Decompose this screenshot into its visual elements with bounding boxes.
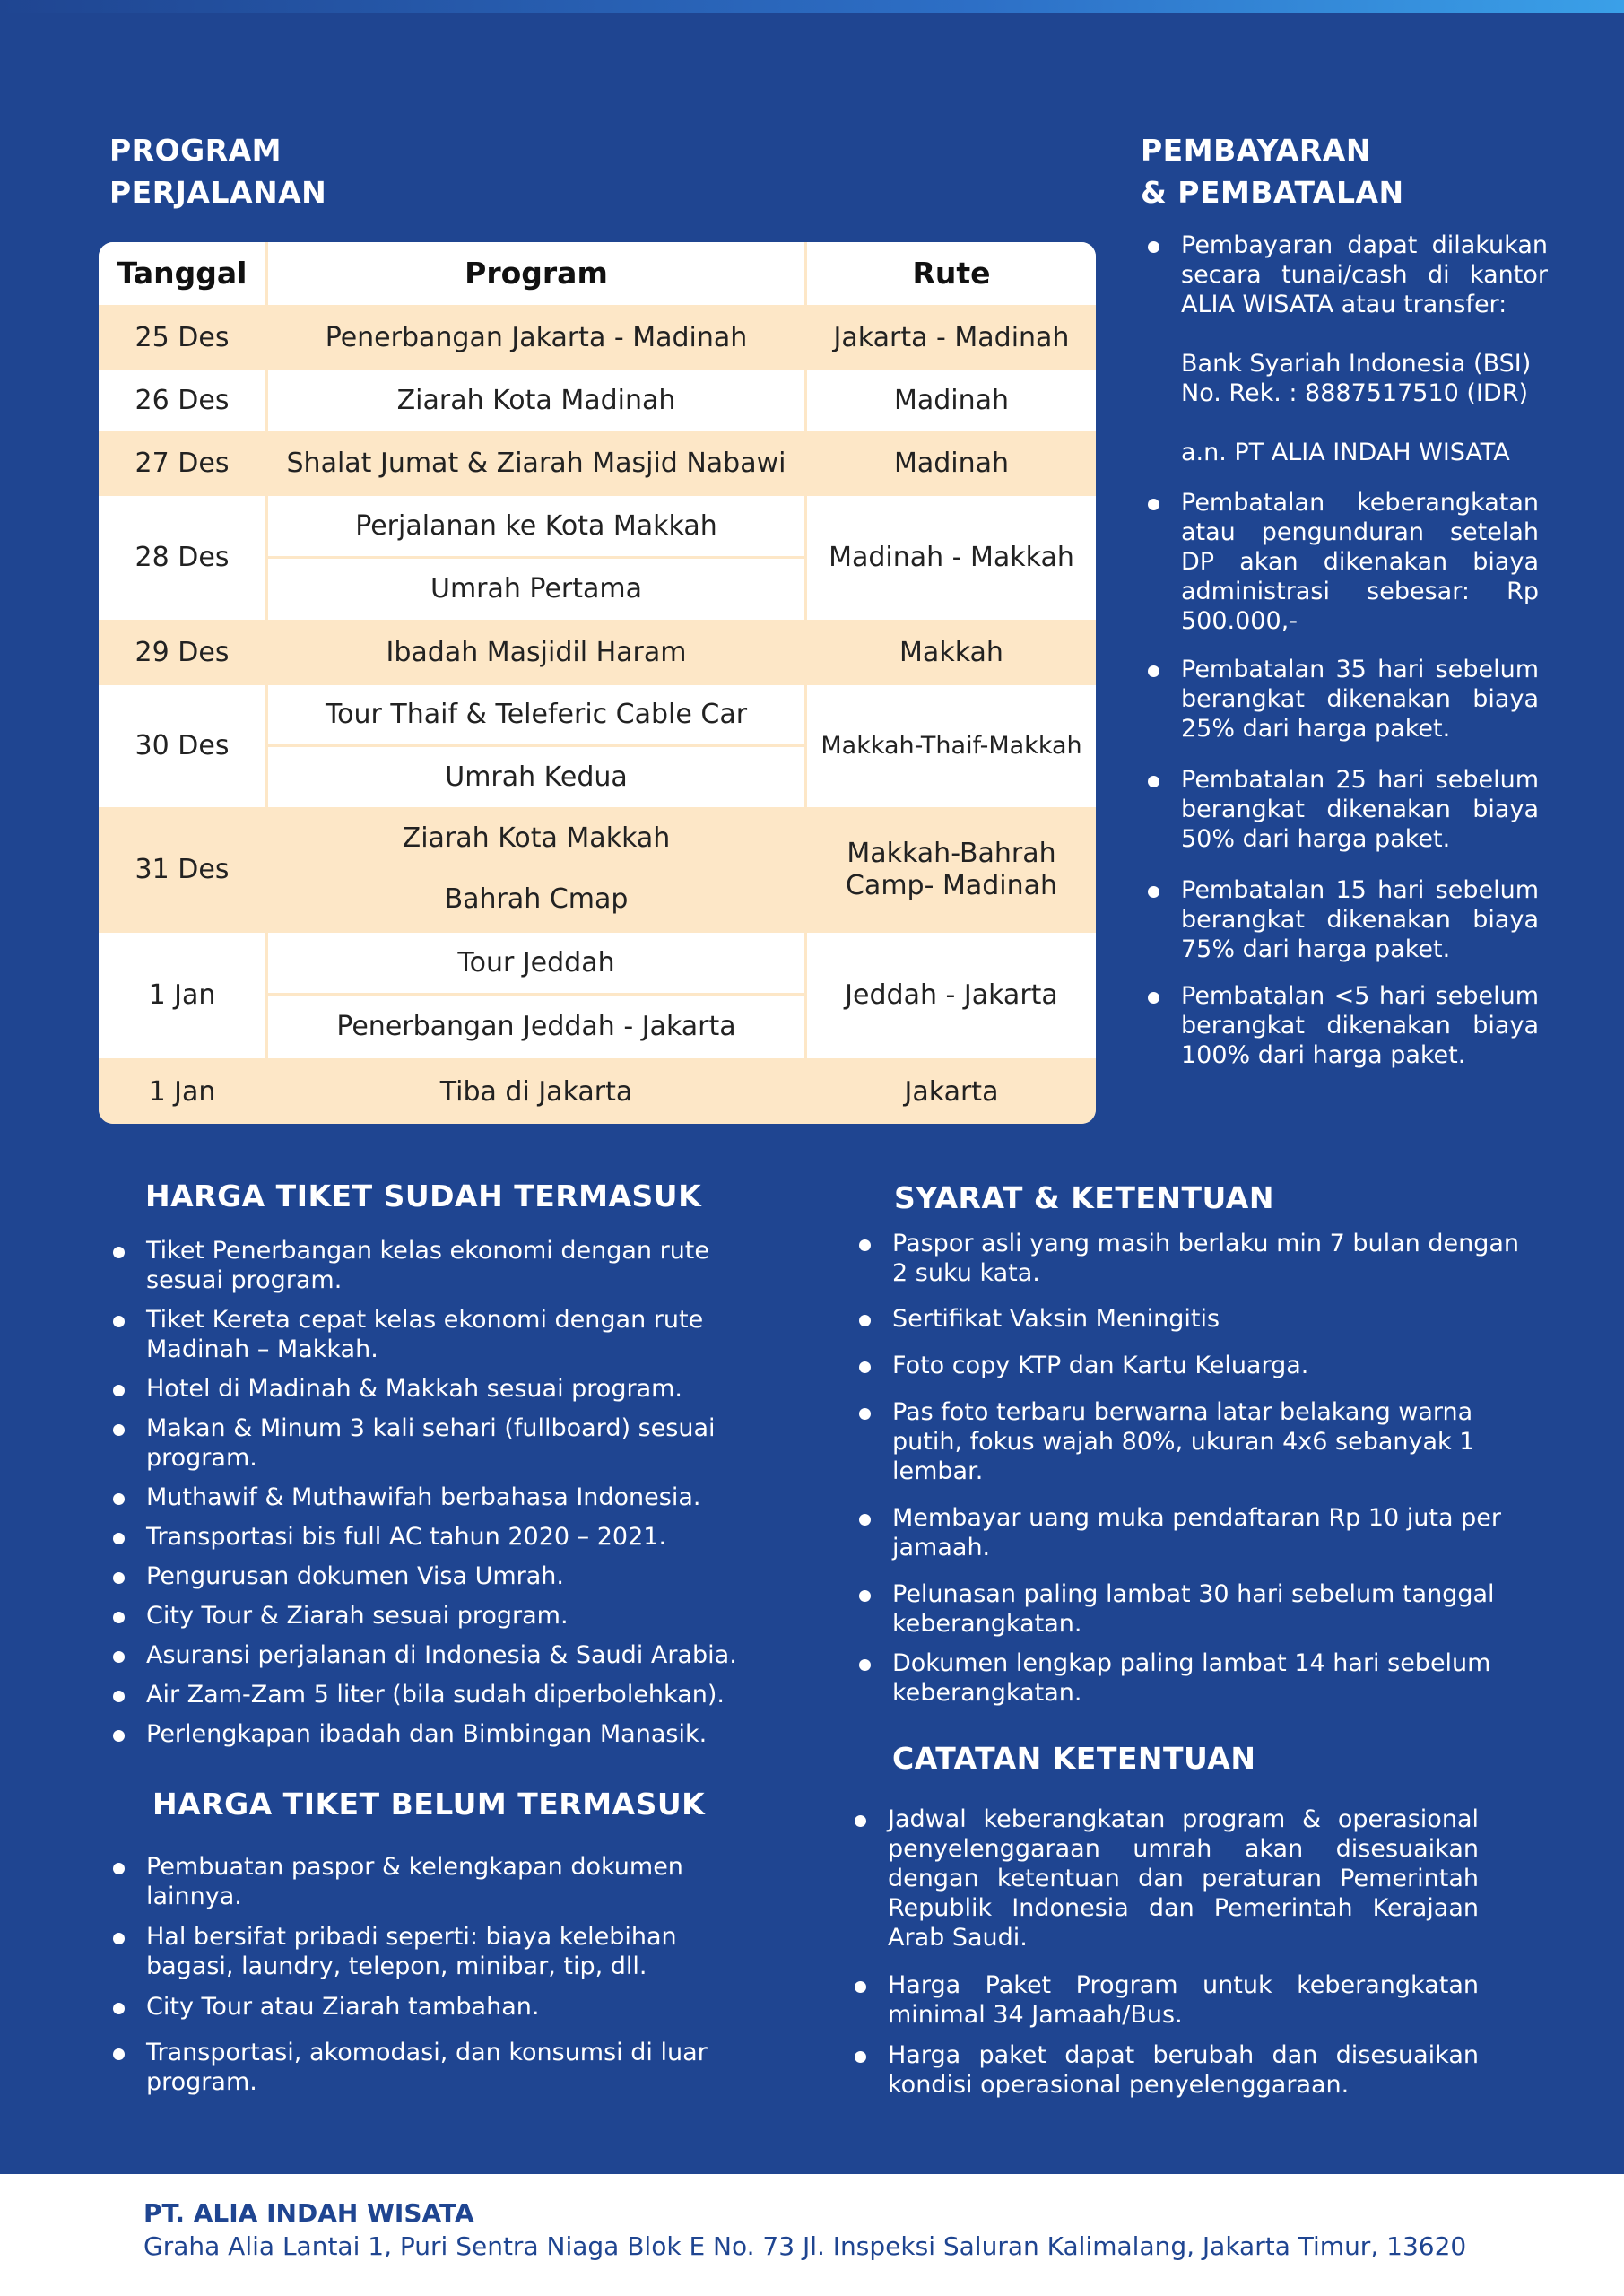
cancellation-list — [1148, 488, 1539, 636]
terms-item: Sertifikat Vaksin Meningitis — [859, 1304, 1523, 1334]
row8-program-a: Tour Jeddah — [268, 933, 804, 993]
row3-date: 27 Des — [99, 433, 265, 493]
excluded-title: HARGA TIKET BELUM TERMASUK — [152, 1787, 706, 1822]
row1-date: 25 Des — [99, 308, 265, 368]
row8-program-b: Penerbangan Jeddah - Jakarta — [268, 996, 804, 1058]
row6-program-a: Tour Thaif & Teleferic Cable Car — [268, 685, 804, 744]
terms-item: Pelunasan paling lambat 30 hari sebelum tanggal keberangkatan. — [859, 1579, 1523, 1639]
included-title: HARGA TIKET SUDAH TERMASUK — [145, 1178, 702, 1213]
row4-program-a: Perjalanan ke Kota Makkah — [268, 496, 804, 556]
terms-list — [859, 1229, 1523, 1708]
cancellation-item: Pembatalan 25 hari sebelum berangkat dikenakan biaya 50% dari harga paket. — [1148, 765, 1539, 854]
row9-date: 1 Jan — [99, 1061, 265, 1124]
terms-title: SYARAT & KETENTUAN — [894, 1180, 1274, 1215]
footer-address: Graha Alia Lantai 1, Puri Sentra Niaga Blok E No. 73 Jl. Inspeksi Saluran Kalimalang, Jakarta Timur, 13620 — [143, 2231, 1467, 2261]
row6-route: Makkah-Thaif-Makkah — [807, 685, 1096, 807]
program-title — [109, 129, 326, 213]
row1-program: Penerbangan Jakarta - Madinah — [268, 308, 804, 368]
notes-list — [855, 1805, 1479, 2100]
excluded-item: Pembuatan paspor & kelengkapan dokumen lainnya. — [113, 1852, 741, 1911]
row5-program: Ibadah Masjidil Haram — [268, 622, 804, 683]
excluded-item: Hal bersifat pribadi seperti: biaya kelebihan bagasi, laundry, telepon, minibar, tip, dll. — [113, 1922, 741, 1981]
footer-company: PT. ALIA INDAH WISATA — [143, 2198, 474, 2228]
row6-date: 30 Des — [99, 685, 265, 807]
included-item: Hotel di Madinah & Makkah sesuai program. — [113, 1374, 759, 1404]
row4-route: Madinah - Makkah — [807, 496, 1096, 620]
cancellation-item: Pembatalan 35 hari sebelum berangkat dikenakan biaya 25% dari harga paket. — [1148, 655, 1539, 744]
cancellation-item: Pembatalan keberangkatan atau pengunduran setelah DP akan dikenakan biaya administrasi sebesar: Rp 500.000,- — [1148, 488, 1539, 636]
payment-title — [1141, 129, 1404, 213]
included-list — [113, 1236, 759, 1749]
terms-item: Membayar uang muka pendaftaran Rp 10 juta per jamaah. — [859, 1503, 1523, 1562]
row7-route — [807, 810, 1096, 930]
program-title-line1: PROGRAM — [109, 133, 282, 168]
included-item: Tiket Penerbangan kelas ekonomi dengan rute sesuai program. — [113, 1236, 759, 1295]
terms-item: Paspor asli yang masih berlaku min 7 bulan dengan 2 suku kata. — [859, 1229, 1523, 1288]
bank-account-name: a.n. PT ALIA INDAH WISATA — [1181, 439, 1510, 466]
included-item: Muthawif & Muthawifah berbahasa Indonesia. — [113, 1483, 759, 1512]
terms-item: Dokumen lengkap paling lambat 14 hari sebelum keberangkatan. — [859, 1648, 1523, 1708]
terms-item: Foto copy KTP dan Kartu Keluarga. — [859, 1351, 1523, 1380]
header-tanggal: Tanggal — [99, 242, 265, 305]
row7-route-line1: Makkah-Bahrah — [847, 838, 1056, 869]
top-gradient-bar — [0, 0, 1624, 13]
row7-route-line2: Camp- Madinah — [845, 870, 1057, 901]
header-rute: Rute — [807, 242, 1096, 305]
included-item: Perlengkapan ibadah dan Bimbingan Manasik. — [113, 1719, 759, 1749]
excluded-item: Transportasi, akomodasi, dan konsumsi di luar program. — [113, 2038, 741, 2097]
row8-date: 1 Jan — [99, 933, 265, 1058]
payment-item: Pembayaran dapat dilakukan secara tunai/cash di kantor ALIA WISATA atau transfer: — [1148, 230, 1548, 319]
row9-route: Jakarta — [807, 1061, 1096, 1124]
terms-item: Pas foto terbaru berwarna latar belakang warna putih, fokus wajah 80%, ukuran 4x6 sebanyak 1 lembar. — [859, 1397, 1523, 1486]
row7-program-a: Ziarah Kota Makkah — [268, 810, 804, 866]
bank-info — [1148, 349, 1581, 467]
notes-item: Harga paket dapat berubah dan disesuaikan kondisi operasional penyelenggaraan. — [855, 2040, 1479, 2100]
row2-date: 26 Des — [99, 370, 265, 430]
cancellation-item: Pembatalan 15 hari sebelum berangkat dikenakan biaya 75% dari harga paket. — [1148, 875, 1539, 964]
row7-program-b: Bahrah Cmap — [268, 869, 804, 930]
row7-date: 31 Des — [99, 810, 265, 930]
row4-date: 28 Des — [99, 496, 265, 620]
row8-route: Jeddah - Jakarta — [807, 933, 1096, 1058]
included-item: Air Zam-Zam 5 liter (bila sudah diperbolehkan). — [113, 1680, 759, 1709]
row6-program-b: Umrah Kedua — [268, 747, 804, 807]
bank-line1: Bank Syariah Indonesia (BSI) — [1181, 350, 1532, 378]
notes-title: CATATAN KETENTUAN — [892, 1741, 1256, 1776]
payment-title-line2: & PEMBATALAN — [1141, 175, 1404, 210]
notes-item: Harga Paket Program untuk keberangkatan minimal 34 Jamaah/Bus. — [855, 1970, 1479, 2030]
payment-title-line1: PEMBAYARAN — [1141, 133, 1371, 168]
excluded-list — [113, 1852, 741, 2097]
row2-route: Madinah — [807, 370, 1096, 430]
row1-route: Jakarta - Madinah — [807, 308, 1096, 368]
bank-line2: No. Rek. : 8887517510 (IDR) — [1181, 379, 1528, 407]
notes-item: Jadwal keberangkatan program & operasional penyelenggaraan umrah akan disesuaikan dengan ketentuan dan peraturan Pemerintah Republik Indonesia dan Pemerintah Kerajaan Arab Saudi. — [855, 1805, 1479, 1952]
included-item: Asuransi perjalanan di Indonesia & Saudi Arabia. — [113, 1640, 759, 1670]
row3-program: Shalat Jumat & Ziarah Masjid Nabawi — [268, 433, 804, 493]
excluded-item: City Tour atau Ziarah tambahan. — [113, 1992, 741, 2022]
cancellation-item: Pembatalan <5 hari sebelum berangkat dikenakan biaya 100% dari harga paket. — [1148, 981, 1539, 1070]
row9-program: Tiba di Jakarta — [268, 1061, 804, 1124]
row3-route: Madinah — [807, 433, 1096, 493]
included-item: Makan & Minum 3 kali sehari (fullboard) sesuai program. — [113, 1413, 759, 1473]
row5-route: Makkah — [807, 622, 1096, 683]
itinerary-table — [99, 242, 1096, 1124]
row4-program-b: Umrah Pertama — [268, 559, 804, 620]
row2-program: Ziarah Kota Madinah — [268, 370, 804, 430]
included-item: Transportasi bis full AC tahun 2020 – 2021. — [113, 1522, 759, 1552]
header-program: Program — [268, 242, 804, 305]
included-item: Pengurusan dokumen Visa Umrah. — [113, 1561, 759, 1591]
program-title-line2: PERJALANAN — [109, 175, 327, 210]
included-item: Tiket Kereta cepat kelas ekonomi dengan rute Madinah – Makkah. — [113, 1305, 759, 1364]
payment-list — [1148, 230, 1548, 319]
included-item: City Tour & Ziarah sesuai program. — [113, 1601, 759, 1631]
row5-date: 29 Des — [99, 622, 265, 683]
cancellation-list-2 — [1148, 655, 1539, 1070]
